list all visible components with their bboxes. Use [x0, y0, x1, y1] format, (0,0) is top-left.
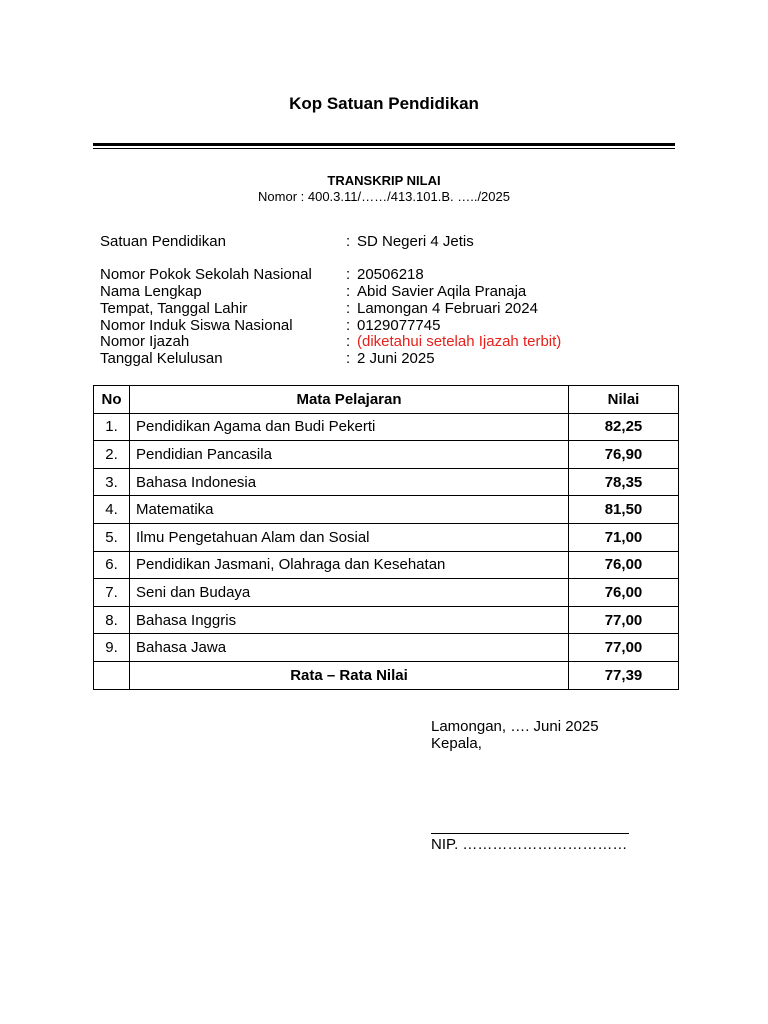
average-empty-cell — [94, 661, 130, 689]
row-score: 76,90 — [569, 441, 679, 469]
row-subject: Seni dan Budaya — [130, 579, 569, 607]
info-npsn — [100, 266, 680, 283]
row-subject: Pendidikan Jasmani, Olahraga dan Kesehatan — [130, 551, 569, 579]
info-label: Nomor Induk Siswa Nasional — [100, 317, 293, 334]
info-label: Satuan Pendidikan — [100, 233, 226, 250]
row-subject: Bahasa Jawa — [130, 634, 569, 662]
row-score: 71,00 — [569, 523, 679, 551]
info-label: Nama Lengkap — [100, 283, 202, 300]
info-colon: : — [346, 233, 351, 250]
average-label: Rata – Rata Nilai — [130, 661, 569, 689]
info-value: Abid Savier Aqila Pranaja — [357, 283, 527, 300]
row-score: 77,00 — [569, 634, 679, 662]
row-number: 1. — [94, 413, 130, 441]
info-label: Tanggal Kelulusan — [100, 350, 223, 367]
row-number: 4. — [94, 496, 130, 524]
row-subject: Pendidikan Agama dan Budi Pekerti — [130, 413, 569, 441]
letterhead-rule-thick — [93, 143, 675, 146]
info-label: Nomor Pokok Sekolah Nasional — [100, 266, 312, 283]
info-value: 2 Juni 2025 — [357, 350, 435, 367]
table-row — [94, 468, 679, 496]
info-value: SD Negeri 4 Jetis — [357, 233, 474, 250]
info-value: 0129077745 — [357, 317, 441, 334]
signature-role: Kepala, — [431, 735, 482, 752]
row-number: 9. — [94, 634, 130, 662]
table-row — [94, 496, 679, 524]
row-number: 2. — [94, 441, 130, 469]
table-row — [94, 551, 679, 579]
table-row — [94, 413, 679, 441]
info-ttl — [100, 300, 680, 317]
document-title: TRANSKRIP NILAI — [327, 173, 441, 188]
table-row — [94, 606, 679, 634]
info-value-note: (diketahui setelah Ijazah terbit) — [357, 333, 562, 350]
table-row — [94, 523, 679, 551]
row-score: 78,35 — [569, 468, 679, 496]
info-colon: : — [346, 300, 351, 317]
average-score: 77,39 — [569, 661, 679, 689]
info-label: Tempat, Tanggal Lahir — [100, 300, 248, 317]
info-nisn — [100, 317, 680, 334]
row-score: 76,00 — [569, 551, 679, 579]
row-score: 81,50 — [569, 496, 679, 524]
info-colon: : — [346, 283, 351, 300]
row-number: 8. — [94, 606, 130, 634]
row-number: 5. — [94, 523, 130, 551]
info-nama — [100, 283, 680, 300]
row-number: 6. — [94, 551, 130, 579]
info-colon: : — [346, 266, 351, 283]
row-subject: Ilmu Pengetahuan Alam dan Sosial — [130, 523, 569, 551]
info-colon: : — [346, 317, 351, 334]
header-no: No — [94, 386, 130, 414]
table-row — [94, 634, 679, 662]
row-score: 82,25 — [569, 413, 679, 441]
info-lulus — [100, 350, 680, 367]
signature-place-date: Lamongan, …. Juni 2025 — [431, 718, 599, 735]
row-score: 77,00 — [569, 606, 679, 634]
info-ijazah — [100, 333, 680, 350]
info-label: Nomor Ijazah — [100, 333, 190, 350]
row-score: 76,00 — [569, 579, 679, 607]
letterhead-rule-thin — [93, 148, 675, 149]
row-subject: Bahasa Indonesia — [130, 468, 569, 496]
signature-line — [431, 833, 629, 834]
table-header-row — [94, 386, 679, 414]
row-subject: Pendidian Pancasila — [130, 441, 569, 469]
row-number: 3. — [94, 468, 130, 496]
table-row — [94, 441, 679, 469]
school-letterhead: Kop Satuan Pendidikan — [289, 94, 479, 113]
header-score: Nilai — [569, 386, 679, 414]
row-number: 7. — [94, 579, 130, 607]
document-number: Nomor : 400.3.11/……/413.101.B. …../2025 — [258, 189, 510, 204]
grades-table — [93, 385, 679, 690]
info-colon: : — [346, 350, 351, 367]
info-value: Lamongan 4 Februari 2024 — [357, 300, 538, 317]
row-subject: Bahasa Inggris — [130, 606, 569, 634]
average-row — [94, 661, 679, 689]
header-subject: Mata Pelajaran — [130, 386, 569, 414]
row-subject: Matematika — [130, 496, 569, 524]
info-value: 20506218 — [357, 266, 424, 283]
info-colon: : — [346, 333, 351, 350]
signature-nip: NIP. …………………………… — [431, 836, 628, 853]
table-row — [94, 579, 679, 607]
info-satuan — [100, 233, 680, 250]
